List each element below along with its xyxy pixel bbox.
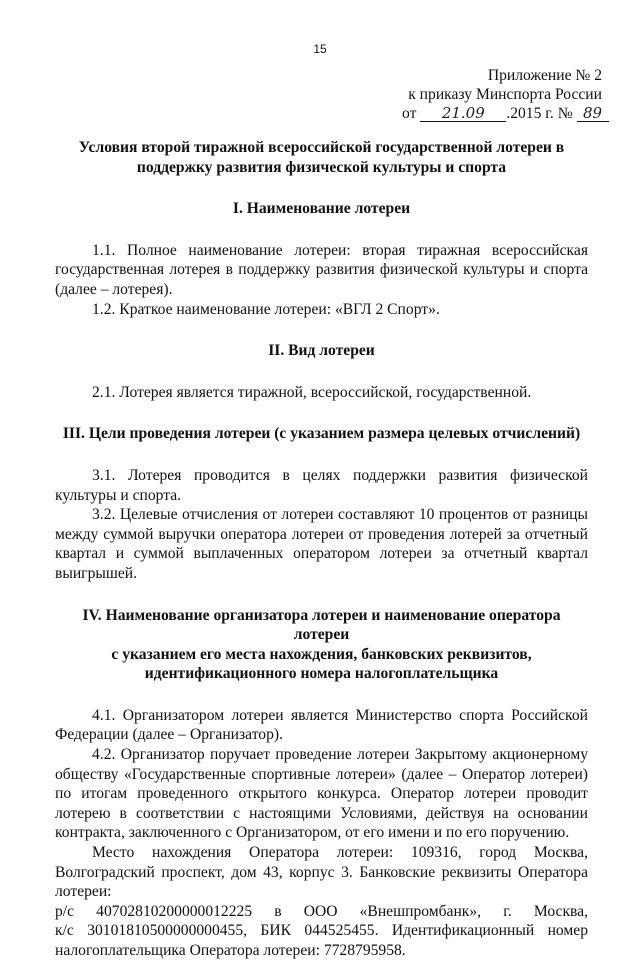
date-prefix: от [402,105,417,122]
correspondent-account-line: к/с 30101810500000000455, БИК 044525455. Идентификационный номер [55,922,588,940]
section-4-paragraph-2: 4.2. Организатор поручает проведение лотереи Закрытому акционерному обществу «Государственные спортивные лотереи» (далее – Оператор лотереи) по итогам проведенного открытого конкурса. Оператор лотереи проводит лотерею в соответствии с настоящими Условиями, действуя на основании контракта, заключенного с Организатором, от его имени и по его поручению. [55,746,588,842]
section-4-heading-line-3: идентификационного номера налогоплательщика [144,665,499,683]
section-2-paragraph-1: 2.1. Лотерея является тиражной, всероссийской, государственной. [92,383,532,401]
appendix-date-line [402,104,602,123]
bank-account-line: р/с 40702810200000012225 в ООО «Внешпромбанк», г. Москва, [55,902,588,920]
year-number-label: .2015 г. № [506,105,573,122]
title-line-1: Условия второй тиражной всероссийской государственной лотереи в [78,139,565,156]
handwritten-order-number: 89 [577,106,609,122]
appendix-title: Приложение № 2 [487,67,602,84]
section-4-paragraph-3: Место нахождения Оператора лотереи: 109316, город Москва, Волгоградский проспект, дом 43, корпус 3. Банковские реквизиты Оператора лотереи: [55,844,588,901]
section-4-heading-line-2: с указанием его места нахождения, банковских реквизитов, [111,645,532,663]
section-1-paragraph-1: 1.1. Полное наименование лотереи: вторая тиражная всероссийская государственная лотерея в поддержку развития физической культуры и спорта (далее – лотерея). [55,241,588,298]
section-3-paragraph-2: 3.2. Целевые отчисления от лотереи составляют 10 процентов от разницы между суммой выручки оператора лотереи от проведения лотерей за отчетный квартал и суммой выплаченных оператором лотереи за отчетный квартал выигрышей. [55,506,588,582]
section-2-heading: II. Вид лотереи [268,342,375,360]
taxpayer-id-line: налогоплательщика Оператора лотереи: 7728795958. [55,942,406,959]
section-3-paragraph-1: 3.1. Лотерея проводится в целях поддержки развития физической культуры и спорта. [55,466,588,504]
title-line-2: поддержку развития физической культуры и спорта [136,158,507,176]
section-4-paragraph-1: 4.1. Организатором лотереи является Министерство спорта Российской Федерации (далее – Организатор). [55,706,588,744]
section-4-heading [55,606,588,684]
section-4-heading-line-1: IV. Наименование организатора лотереи и наименование оператора лотереи [82,606,561,644]
section-1-heading: I. Наименование лотереи [232,200,411,218]
document-body [55,138,588,961]
page-number: 15 [313,42,327,56]
appendix-order-ref: к приказу Минспорта России [408,86,602,103]
document-title [55,138,588,177]
section-1-paragraph-2: 1.2. Краткое наименование лотереи: «ВГЛ 2 Спорт». [92,300,440,318]
section-3-heading: III. Цели проведения лотереи (с указанием размера целевых отчислений) [62,425,581,443]
appendix-block [402,66,602,123]
handwritten-date: 21.09 [420,106,506,122]
